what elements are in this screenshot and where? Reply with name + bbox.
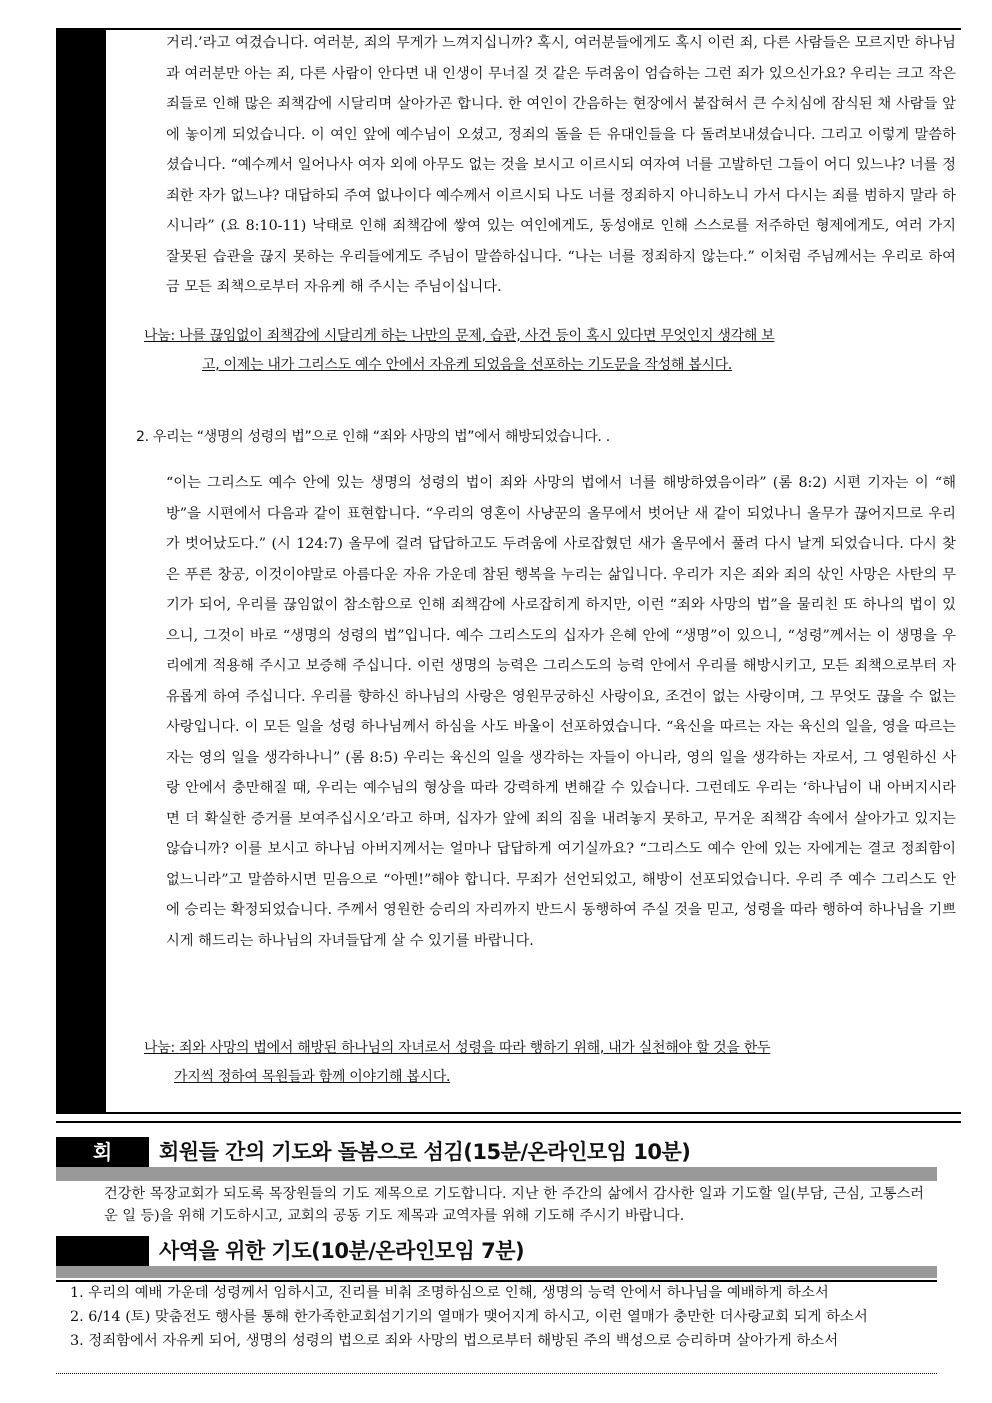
ministry-section-gray-band [56,1266,937,1278]
ministry-section-title: 사역을 위한 기도(10분/온라인모임 7분) [159,1239,525,1263]
fellowship-section-header [56,1137,937,1181]
share-question-2-line-1: 나눔: 죄와 사망의 법에서 해방된 하나님의 자녀로서 성령을 따라 행하기 위해, 내가 실천해야 할 것을 한두 [144,1040,771,1056]
point-2-heading: 2. 우리는 “생명의 성령의 법”으로 인해 “죄와 사망의 법”에서 해방되었습니다. . [136,429,610,445]
ministry-section-header [56,1236,937,1280]
prayer-item: 2. 6/14 (토) 맞춤전도 행사를 통해 한가족한교회섬기기의 열매가 맺어지게 하시고, 이런 열매가 충만한 더사랑교회 되게 하소서 [70,1309,868,1325]
share-question-1-line-1: 나눔: 나를 끊임없이 죄책감에 시달리게 하는 나만의 문제, 습관, 사건 등이 혹시 있다면 무엇인지 생각해 보 [144,328,775,344]
fellowship-section-title: 회원들 간의 기도와 돌봄으로 섬김(15분/온라인모임 10분) [159,1140,691,1164]
prayer-list [70,1281,930,1353]
section-divider [56,1121,961,1123]
share-question-2 [144,1034,956,1092]
fellowship-section-label: 회 [56,1137,149,1167]
share-question-1 [144,322,956,380]
fellowship-section-body: 건강한 목장교회가 되도록 목장원들의 기도 제목으로 기도합니다. 지난 한 주간의 삶에서 감사한 일과 기도할 일(부담, 근심, 고통스러운 일 등)을 위해 기도하시고, 교회의 공동 기도 제목과 교역자를 위해 기도해 주시기 바랍니다. [104,1186,924,1224]
sermon-paragraph-2: “이는 그리스도 예수 안에 있는 생명의 성령의 법이 죄와 사망의 법에서 너를 해방하였음이라” (롬 8:2) 시편 기자는 이 “해방”을 시편에서 다음과 같이 표현합니다. “우리의 영혼이 사냥꾼의 올무에서 벗어난 새 같이 되었나니 올무가 끊어지므로 우리가 벗어났도다.” (시 124:7) 올무에 걸려 답답하고도 두려움에 사로잡혔던 새가 올무에서 풀려 다시 날게 되었습니다. 다시 찾은 푸른 창공, 이것이야말로 아름다운 자유 가운데 참된 행복을 누리는 삶입니다. 우리가 지은 죄와 죄의 삯인 사망은 사탄의 무기가 되어, 우리를 끊임없이 참소함으로 인해 죄책감에 사로잡히게 하지만, 이런 “죄와 사망의 법”을 물리친 또 하나의 법이 있으니, 그것이 바로 “생명의 성령의 법”입니다. 예수 그리스도의 십자가 은혜 안에 “생명”이 있으니, “성령”께서는 이 생명을 우리에게 적용해 주시고 보증해 주십니다. 이런 생명의 능력은 그리스도의 능력 안에서 우리를 해방시키고, 모든 죄책으로부터 자유롭게 하여 주십니다. 우리를 향하신 하나님의 사랑은 영원무궁하신 사랑이요, 조건이 없는 사랑이며, 그 무엇도 끊을 수 없는 사랑입니다. 이 모든 일을 성령 하나님께서 하심을 사도 바울이 선포하였습니다. “육신을 따르는 자는 육신의 일을, 영을 따르는 자는 영의 일을 생각하나니” (롬 8:5) 우리는 육신의 일을 생각하는 자들이 아니라, 영의 일을 생각하는 자로서, 그 영원하신 사랑 안에서 충만해질 때, 우리는 예수님의 형상을 따라 강력하게 변해갈 수 있습니다. 그런데도 우리는 ‘하나님이 내 아버지시라면 더 확실한 증거를 보여주십시오’라고 하며, 십자가 앞에 죄의 짐을 내려놓지 못하고, 무거운 죄책감 속에서 살아가고 있지는 않습니까? 이를 보시고 하나님 아버지께서는 얼마나 답답하게 여기실까요? “그리스도 예수 안에 있는 자에게는 결코 정죄함이 없느니라”고 말씀하시면 믿음으로 “아멘!”해야 합니다. 무죄가 선언되었고, 해방이 선포되었습니다. 우리 주 예수 그리스도 안에 승리는 확정되었습니다. 주께서 영원한 승리의 자리까지 반드시 동행하여 주실 것을 믿고, 성령을 따라 행하여 하나님을 기쁘시게 해드리는 하나님의 자녀들답게 살 수 있기를 바랍니다. [166,475,956,949]
bottom-dotted-rule [56,1373,937,1374]
prayer-item: 3. 정죄함에서 자유케 되어, 생명의 성령의 법으로 죄와 사망의 법으로부터 해방된 주의 백성으로 승리하며 살아가게 하소서 [70,1333,839,1349]
fellowship-section-gray-band [56,1167,937,1181]
sermon-paragraph-1: 거리.’라고 여겼습니다. 여러분, 죄의 무게가 느껴지십니까? 혹시, 여러분들에게도 혹시 이런 죄, 다른 사람들은 모르지만 하나님과 여러분만 아는 죄, 다른 사람이 안다면 내 인생이 무너질 것 같은 두려움이 엄습하는 그런 죄가 있으신가요? 우리는 크고 작은 죄들로 인해 많은 죄책감에 시달리며 살아가곤 합니다. 한 여인이 간음하는 현장에서 붙잡혀서 큰 수치심에 잠식된 채 사람들 앞에 놓이게 되었습니다. 이 여인 앞에 예수님이 오셨고, 정죄의 돌을 든 유대인들을 다 돌려보내셨습니다. 그리고 이렇게 말씀하셨습니다. “예수께서 일어나사 여자 외에 아무도 없는 것을 보시고 이르시되 여자여 너를 고발하던 그들이 어디 있느냐? 너를 정죄한 자가 없느냐? 대답하되 주여 없나이다 예수께서 이르시되 나도 너를 정죄하지 아니하노니 가서 다시는 죄를 범하지 말라 하시니라” (요 8:10-11) 낙태로 인해 죄책감에 쌓여 있는 여인에게도, 동성애로 인해 스스로를 저주하던 형제에게도, 여러 가지 잘못된 습관을 끊지 못하는 우리들에게도 주님이 말씀하십니다. “나는 너를 정죄하지 않는다.” 이처럼 주님께서는 우리로 하여금 모든 죄책으로부터 자유케 해 주시는 주님이십니다. [166,35,956,295]
prayer-item: 1. 우리의 예배 가운데 성령께서 임하시고, 진리를 비춰 조명하심으로 인해, 생명의 능력 안에서 하나님을 예배하게 하소서 [70,1285,829,1301]
share-question-2-line-2: 가지씩 정하여 목원들과 함께 이야기해 봅시다. [174,1069,451,1085]
share-question-1-line-2: 고, 이제는 내가 그리스도 예수 안에서 자유케 되었음을 선포하는 기도문을 작성해 봅시다. [202,357,733,373]
ministry-section-label [56,1236,149,1266]
section-side-bar [56,30,106,1112]
sermon-section-box [56,28,961,1114]
